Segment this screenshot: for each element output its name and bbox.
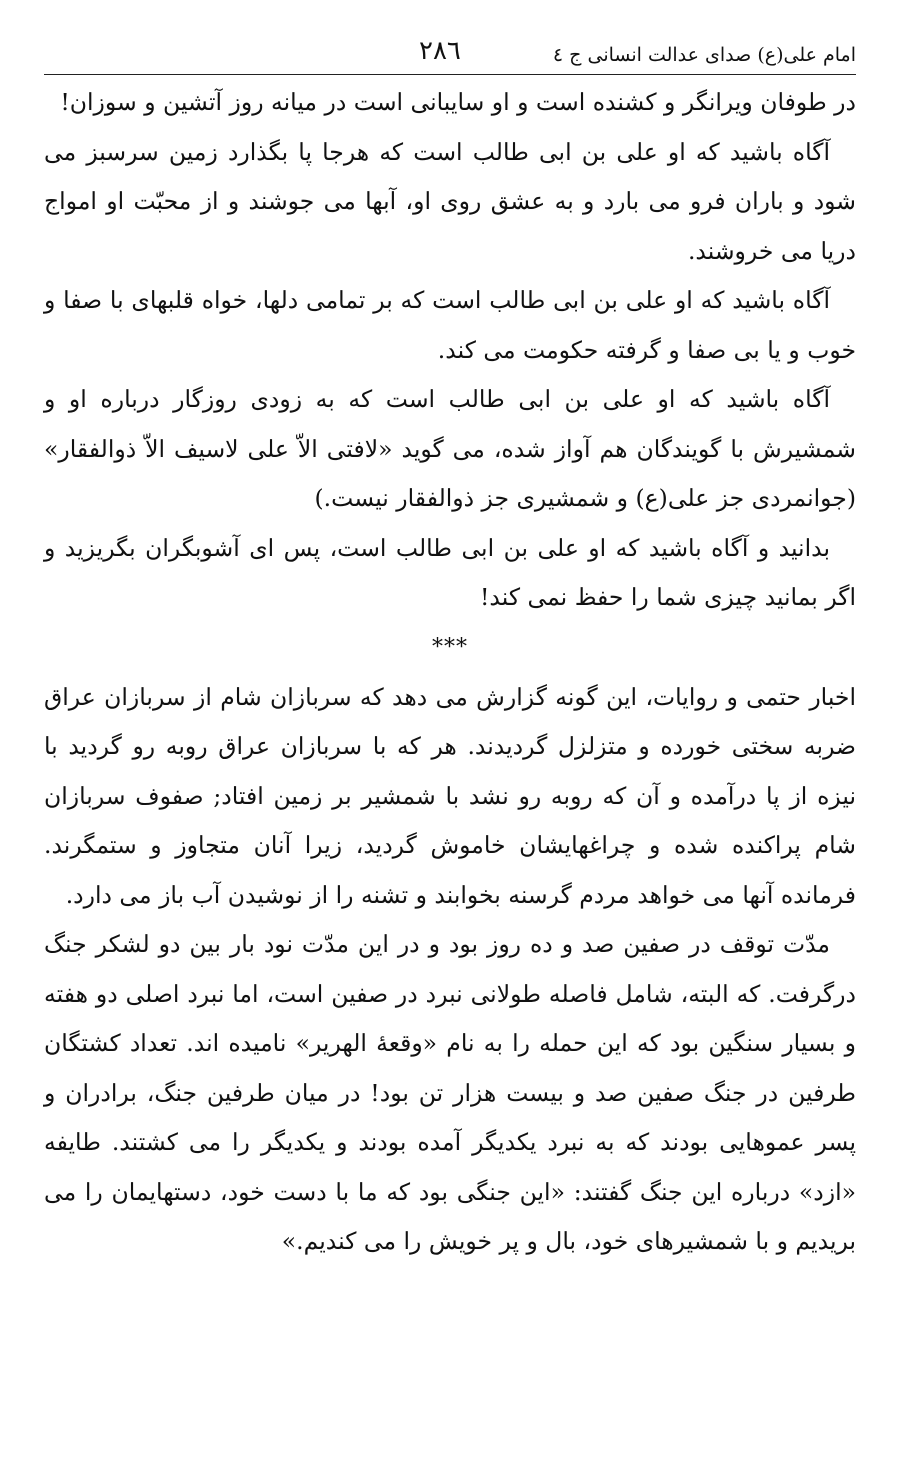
book-page <box>44 0 856 1267</box>
running-header <box>44 0 856 78</box>
paragraph-aware-2: آگاه باشید که او علی بن ابی طالب است که بر تمامی دلها، خواه قلبهای با صفا و خوب و یا بی صفا و گرفته حکومت می کند. <box>44 286 856 364</box>
running-title: امام علی(ع) صدای عدالت انسانی ج ٤ <box>552 44 856 66</box>
paragraph-aware-3: آگاه باشید که او علی بن ابی طالب است که به زودی روزگار درباره او و شمشیرش با گویندگان هم آواز شده، می گوید «لافتی الاّ علی لاسیف الاّ ذوالفقار» (جوانمردی جز علی(ع) و شمشیری جز ذوالفقار نیست.) <box>44 385 856 512</box>
page-body <box>44 78 856 1267</box>
paragraph-reports: اخبار حتمی و روایات، این گونه گزارش می دهد که سربازان شام از سربازان عراق ضربه سختی خورده و متزلزل گردیدند. هر که با سربازان عراق روبه رو گردید با نیزه از پا درآمده و آن که روبه رو نشد با شمشیر بر زمین افتاد; صفوف سربازان شام پراکنده شده و چراغهایشان خاموش گردید، زیرا آنان متجاوز و ستمگرند. فرمانده آنها می خواهد مردم گرسنه بخوابند و تشنه را از نوشیدن آب باز می دارد. <box>44 682 856 909</box>
paragraph-aware-1: آگاه باشید که او علی بن ابی طالب است که هرجا پا بگذارد زمین سرسبز می شود و باران فرو می بارد و به عشق روی او، آبها می جوشند و از محبّت او امواج دریا می خروشند. <box>44 137 856 265</box>
page-number: ٢٨٦ <box>419 36 461 66</box>
paragraph-continued: در طوفان ویرانگر و کشنده است و او سایبانی است در میانه روز آتشین و سوزان! <box>60 88 856 116</box>
paragraph-aware-4: بدانید و آگاه باشید که او علی بن ابی طالب است، پس ای آشوبگران بگریزید و اگر بمانید چیزی شما را حفظ نمی کند! <box>44 533 856 611</box>
section-separator: *** <box>432 634 468 660</box>
paragraph-siffin: مدّت توقف در صفین صد و ده روز بود و در این مدّت نود بار بین دو لشکر جنگ درگرفت. که البته، شامل فاصله طولانی نبرد در صفین است، اما نبرد اصلی دو هفته و بسیار سنگین بود که این حمله را به نام «وقعهٔ الهریر» نامیده اند. تعداد کشتگان طرفین در جنگ صفین صد و بیست هزار تن بود! در میان طرفین جنگ، برادران و پسر عموهایی بودند که به نبرد یکدیگر آمده بودند و یکدیگر را می کشتند. طایفه «ازد» درباره این جنگ گفتند: «این جنگی بود که ما با دست خود، دستهایمان را می بریدیم و با شمشیرهای خود، بال و پر خویش را می کندیم.» <box>44 930 856 1255</box>
header-rule <box>44 74 856 75</box>
